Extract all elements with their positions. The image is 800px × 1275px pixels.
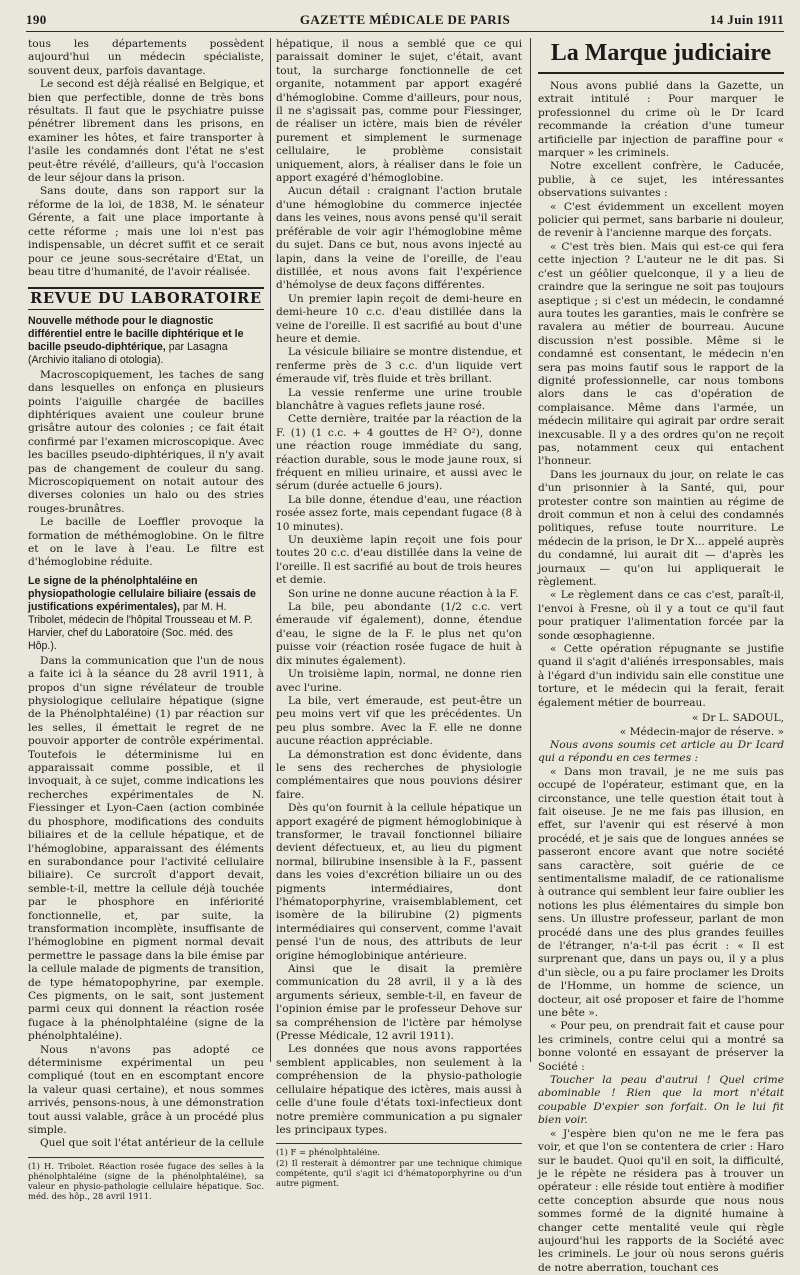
paragraph: « Cette opération répugnante se justifie quand il s'agit d'aliénés irresponsables, mais à l'égard d'un individu sain elle constitue une torture, et le médecin qui la ferait, ferait également métier de bourreau. <box>538 643 784 709</box>
signature: « Dr L. SADOUL, <box>692 712 784 725</box>
paragraph: La vessie renferme une urine trouble blanchâtre à vagues reflets jaune rosé. <box>276 386 522 412</box>
paragraph: Un premier lapin reçoit de demi-heure en demi-heure 10 c.c. d'eau distillée dans la veine de l'oreille. Il est sacrifié au bout d'une heure et demie. <box>276 292 522 345</box>
section-heading: REVUE DU LABORATOIRE <box>28 287 264 309</box>
column-middle <box>276 38 522 1188</box>
page-number: 190 <box>26 12 47 27</box>
paragraph: « Pour peu, on prendrait fait et cause pour les criminels, contre celui qui a montré sa bonne volonté en essayant de préserver la Société : <box>538 1020 784 1073</box>
article-byline: par Lasagna (Archivio italiano di otologia). <box>28 340 228 366</box>
reply-intro: Nous avons soumis cet article au Dr Icard qui a répondu en ces termes : <box>538 738 784 765</box>
paragraph: « J'espère bien qu'on ne me le fera pas voir, et que l'on se contentera de crier : Haro sur le baudet. Quoi qu'il en soit, la difficulté, je le répète ne résidera pas à trouver un opérateur : elle réside tout entière à modifier cette conception absurde que nous nous sommes formé de la dignité humaine à changer cette mentalité veule qui règle aujourd'hui les rapports de la Société avec les criminels. Le jour où nous serons guéris de notre aberration, touchant ces <box>538 1127 784 1274</box>
paragraph: Quel que soit l'état antérieur de la cellule <box>40 1137 264 1150</box>
page-header <box>26 9 784 32</box>
paragraph: Sans doute, dans son rapport sur la réforme de la loi, de 1838, M. le sénateur Gérente, a fait une place importante à cette réforme ; mais une loi n'est pas indispensable, un décret suffit et ce serait pour ce jeune sous-secrétaire d'Etat, un beau titre d'humanité, de l'avoir réalisée. <box>28 185 264 278</box>
paragraph: Son urine ne donne aucune réaction à la F. <box>288 587 519 600</box>
paragraph: « C'est évidemment un excellent moyen policier qui permet, sans barbarie ni douleur, de revenir à l'ancienne marque des forçats. <box>538 200 784 240</box>
paragraph: Notre excellent confrère, le Caducée, publie, à ce sujet, les intéressantes observations suivantes : <box>538 160 784 200</box>
column-left <box>28 38 264 1202</box>
article-title-text: Nouvelle méthode pour le diagnostic différentiel entre le bacille diphtérique et le bacille pseudo-diphtérique, <box>28 314 244 353</box>
signature-role: « Médecin-major de réserve. » <box>619 725 784 738</box>
paragraph: Un troisième lapin, normal, ne donne rien avec l'urine. <box>276 668 522 694</box>
paragraph: « Le règlement dans ce cas c'est, paraît-il, l'envoi à Fresne, où il y a tout ce qu'il faut pour pratiquer l'alimentation forcée par la sonde œsophagienne. <box>538 589 784 642</box>
paragraph: « C'est très bien. Mais qui est-ce qui fera cette injection ? L'auteur ne le dit pas. Si c'est un géôlier quelconque, il y a lieu de craindre que la seringue ne soit pas toujours aseptique ; si c'est un médecin, le condamné aura toutes les garanties, mais le confrère se ravalera au métier de bourreau. Aucune discussion n'est possible. Même si le condamné est consentant, le médecin n'en sera pas moins fautif sous le rapport de la dignité professionnelle, car nous tombons alors dans le cas d'opération de complaisance. Même dans l'armée, un médecin militaire qui agirait par ordre serait inexcusable. Il y a des ordres qu'on ne reçoit pas, notamment ceux qui entachent l'honneur. <box>538 240 784 468</box>
issue-date: 14 Juin 1911 <box>709 12 784 27</box>
paragraph: La bile, peu abondante (1/2 c.c. vert émeraude vif également), donne, étendue d'eau, le signe de la F. le plus net qu'on puisse voir (réaction rosée fugace de huit à dix minutes également). <box>276 601 522 667</box>
paragraph: Dans les journaux du jour, on relate le cas d'un prisonnier à la Santé, qui, pour protester contre son maintien au régime de droit commun et non à celui des condamnés politiques, refuse toute nourriture. Le médecin de la prison, le Dr X... appelé auprès du condamné, lui aurait dit — d'après les journaux — qu'on lui appliquerait le règlement. <box>538 468 784 589</box>
paragraph: La démonstration est donc évidente, dans le sens des recherches de physiologie complémentaires que nous pouvions désirer faire. <box>276 748 522 801</box>
paragraph: Macroscopiquement, les taches de sang dans lesquelles on enfonça en plusieurs points l'aiguille chargée de bacilles diphtériques avaient une couleur brune grisâtre autour des colonies ; ce fait était confirmé par l'examen microscopique. Avec les bacilles pseudo-diphtériques, il n'y avait pas de changement de couleur du sang. Microscopiquement on notait autour des diverses colonies un halo ou des stries rouges-brunâtres. <box>28 368 264 515</box>
article-title <box>28 575 264 653</box>
paragraph: Cette dernière, traitée par la réaction de la F. (1) (1 c.c. + 4 gouttes de H² O²), donne une réaction rouge immédiate du sang, réaction durable, sous le mode jaune roux, si fréquent en milieu urinaire, et aussi avec le sérum (durée actuelle 6 jours). <box>276 413 522 493</box>
footnote-text: (2) Il resterait à démontrer par une technique chimique compétente, qu'il s'agit ici d'hématoporphyrine ou d'un autre pigment. <box>276 1157 522 1188</box>
paragraph: Dès qu'on fournit à la cellule hépatique un apport exagéré de pigment hémoglobinique à transformer, le travail fonctionnel biliaire devient défectueux, et, au lieu du pigment normal, bilirubine insensible à la F., passent dans les voies d'excrétion biliaire un ou des pigments intermédiaires, dont l'hématoporphyrine, vraisemblablement, cet isomère de la bilirubine (2) pigments intermédiaires qui conservent, comme l'avait pensé l'un de nous, des attributs de leur origine hémoglobinique antérieure. <box>276 802 522 962</box>
verse-quote: Toucher la peau d'autrui ! Quel crime abominable ! Rien que la mort n'était coupable D'expier son forfait. On le lui fit bien voir. <box>538 1074 784 1127</box>
paragraph: tous les départements possèdent aujourd'hui un médecin spécialiste, souvent deux, parfois davantage. <box>28 38 264 77</box>
paragraph: Dans la communication que l'un de nous a faite ici à la séance du 28 avril 1911, à propos d'un signe révélateur de trouble physiologique cellulaire hépatique (signe de la Phénolphtaléine) (1) par réaction sur les selles, il émettait le regret de ne pouvoir apporter de contrôle expérimental. Toutefois le déterminisme lui en apparaissait comme possible, et il invoquait, à ce sujet, comme indications les recherches expérimentales de N. Fiessinger et Lyon-Caen (action combinée du phosphore, modifications des conduits biliaires et de la cellule hépatique, et de l'hémoglobine, apparaissant des éléments en surabondance pour l'activité cellulaire biliaire). Ce surcroît d'apport devait, semble-t-il, mettre la cellule déjà touchée par le phosphore en infériorité fonctionnelle, et, par suite, la transformation incomplète, insuffisante de l'hémoglobine en pigment normal devait permettre le passage dans la bile émise par la cellule malade de pigments de transition, de type hématopophyrine, par exemple. Ces pigments, on le sait, sont justement parmi ceux qui donnent la réaction rosée fugace à la phénolphtaléine (signe de la phénolphtaléine). <box>28 654 264 1043</box>
paragraph: Un deuxième lapin reçoit une fois pour toutes 20 c.c. d'eau distillée dans la veine de l'oreille. Il est sacrifié au bout de trois heures et demie. <box>276 534 522 587</box>
paragraph: Le bacille de Loeffler provoque la formation de méthémoglobine. On le filtre et on le lave à l'eau. Le filtre est d'hémoglobine réduite. <box>28 516 264 569</box>
paragraph: Nous n'avons pas adopté ce déterminisme expérimental un peu compliqué (tout en en escomptant encore la valeur quasi certaine), et nous sommes arrivés, pensons-nous, à une démonstration tout aussi valable, grâce à un procédé plus simple. <box>28 1043 264 1137</box>
journal-title: GAZETTE MÉDICALE DE PARIS <box>299 12 511 27</box>
column-divider <box>530 38 531 1062</box>
footnote <box>28 1157 264 1202</box>
footnote-text: (1) F = phénolphtaléine. <box>276 1147 380 1158</box>
footnote <box>276 1143 522 1188</box>
column-divider <box>270 38 271 1062</box>
paragraph: Les données que nous avons rapportées semblent applicables, non seulement à la compréhension de la physio-pathologie cellulaire hépatique des ictères, mais aussi à celle d'une foule d'états toxi-infectieux dont notre première communication a pu signaler les principaux types. <box>276 1043 522 1136</box>
footnote-text: (1) H. Tribolet. Réaction rosée fugace des selles à la phénolphtaléine (signe de la phénolphtaléine), sa valeur en physio-pathologie cellulaire hépatique. Soc. méd. des hôp., 28 avril 1911. <box>28 1160 264 1202</box>
paragraph: « Dans mon travail, je ne me suis pas occupé de l'opérateur, estimant que, en la circonstance, une telle question était tout à fait oiseuse. Je ne me fais pas illusion, en effet, sur l'avenir qui est réservé à mon procédé, et je sais que de longues années se passeront encore avant que notre société sans caractère, soit guérie de ce sentimentalisme maladif, de ce rationalisme à outrance qui semblent leur faire oublier les notions les plus élémentaires du simple bon sens. Un illustre professeur, parlant de mon procédé dans une des plus grandes feuilles de l'étranger, n'a-t-il pas écrit : « Il est surprenant que, dans un pays ou, il y a plus d'un siècle, ou a pu faire proclamer les Droits de l'Homme, un homme de science, un docteur, ait osé proposer et faire de l'homme une bête ». <box>538 765 784 1020</box>
paragraph: Aucun détail : craignant l'action brutale d'une hémoglobine du commerce injectée dans les veines, nous avons pensé qu'il serait préférable de voir agir l'hémoglobine même du sujet. Dans ce but, nous avons injecté au lapin, dans la veine de l'oreille, de l'eau distillée, et nous avons fait l'expérience d'hémolyse de deux façons différentes. <box>276 185 522 292</box>
paragraph: La vésicule biliaire se montre distendue, et renferme près de 3 c.c. d'un liquide vert émeraude vif, très fluide et très brillant. <box>276 346 522 386</box>
column-right <box>538 38 784 1274</box>
article-headline: La Marque judiciaire <box>538 38 784 74</box>
article-title <box>28 315 264 367</box>
paragraph: Ainsi que le disait la première communication du 28 avril, il y a là des arguments sérieux, semble-t-il, en faveur de l'opinion émise par le professeur Dehove sur sa compréhension de l'ictère par hémolyse (Presse Médicale, 12 avril 1911). <box>276 963 522 1043</box>
paragraph: hépatique, il nous a semblé que ce qui paraissait dominer le sujet, c'était, avant tout, la surcharge fonctionnelle de cet organite, notamment par apport exagéré d'hémoglobine. Comme d'ailleurs, pour nous, il ne s'agissait pas, comme pour Fiessinger, de réaliser un ictère, mais bien de révéler purement et simplement le surmenage cellulaire, le problème consistait uniquement, alors, à réaliser dans le foie un apport exagéré d'hémoglobine. <box>276 38 522 185</box>
article-byline: par M. H. Tribolet, médecin de l'hôpital Trousseau et M. P. Harvier, chef du Laboratoire (Soc. méd. des Hôp.). <box>28 600 253 652</box>
paragraph: La bile donne, étendue d'eau, une réaction rosée assez forte, mais cependant fugace (8 à 10 minutes). <box>276 493 522 533</box>
paragraph: La bile, vert émeraude, est peut-être un peu moins vert vif que les précédentes. Un peu plus sombre. Avec la F. elle ne donne aucune réaction appréciable. <box>276 694 522 748</box>
paragraph: Le second est déjà réalisé en Belgique, et bien que perfectible, donne de très bons résultats. Il faut que le psychiatre puisse pénétrer librement dans les prisons, en examiner les hôtes, et faire transporter à l'asile les condamnés dont l'état ne s'est peut-être révélé, d'ailleurs, qu'à l'occasion de leur séjour dans la prison. <box>28 78 264 185</box>
paragraph: Nous avons publié dans la Gazette, un extrait intitulé : Pour marquer le professionnel du crime où le Dr Icard recommande la création d'une tumeur artificielle par injection de paraffine pour « marquer » les criminels. <box>538 80 784 160</box>
article-title-text: Le signe de la phénolphtaléine en physiopathologie cellulaire biliaire (essais de justifications expérimentales), <box>28 574 256 613</box>
